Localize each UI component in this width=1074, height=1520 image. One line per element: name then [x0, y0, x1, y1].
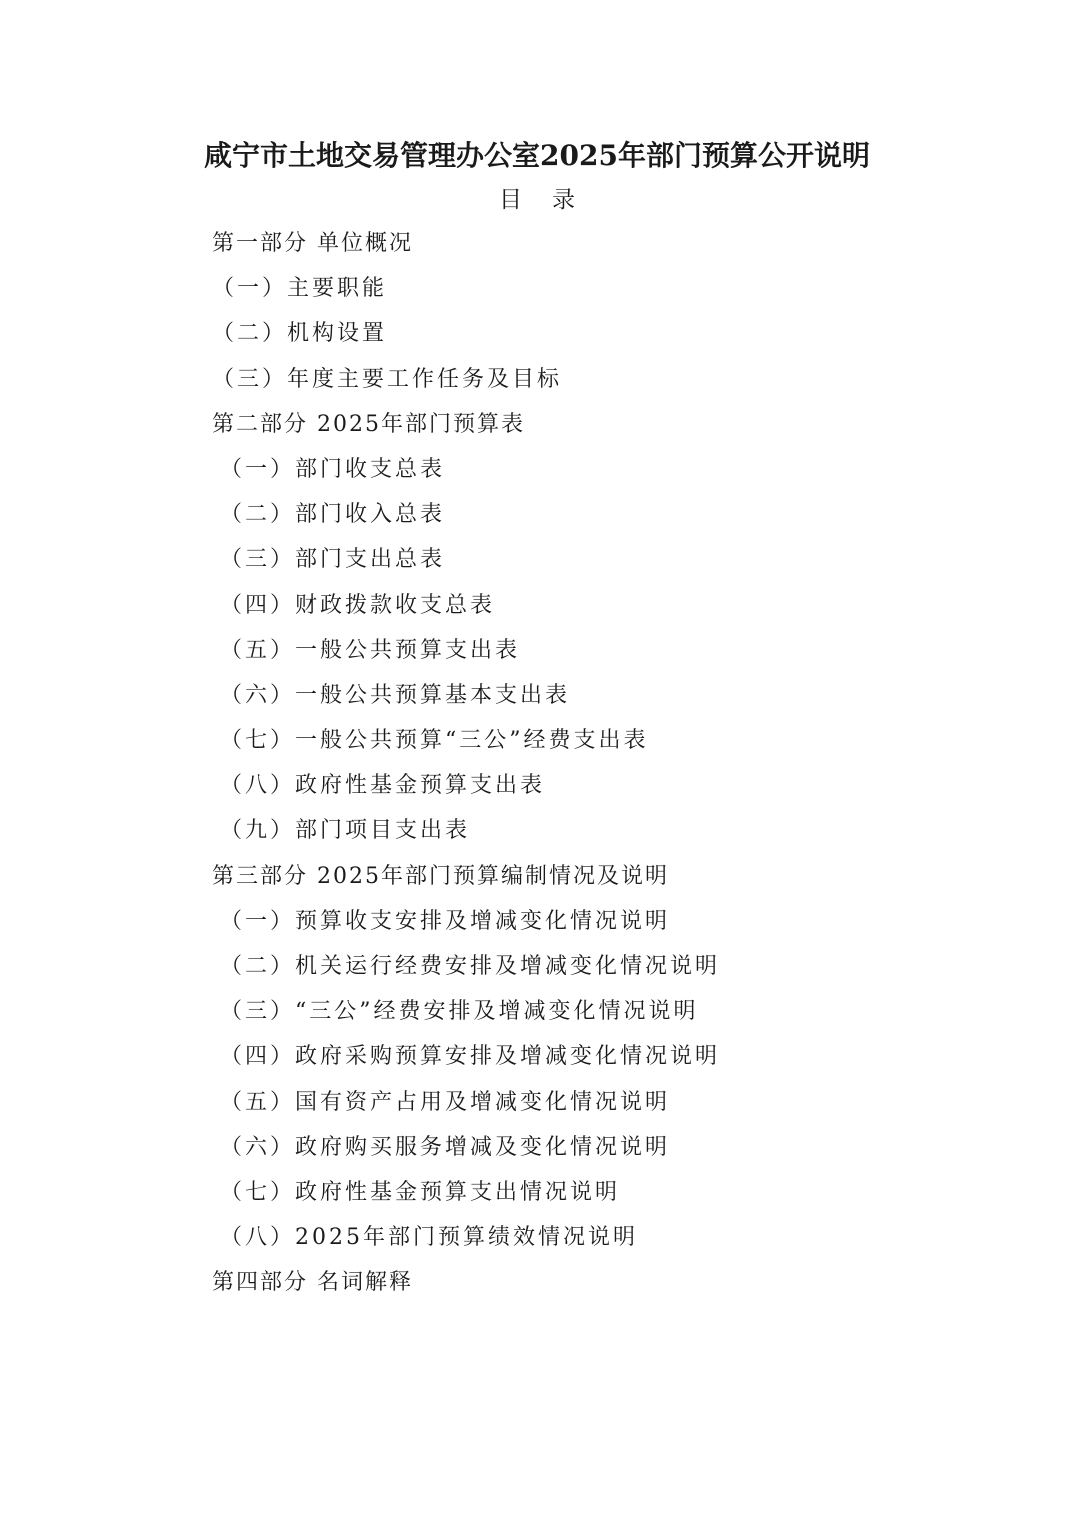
toc-entry: （八）政府性基金预算支出表 — [220, 773, 546, 799]
toc-entry: （二）部门收入总表 — [220, 502, 446, 528]
toc-entry: （一）预算收支安排及增减变化情况说明 — [220, 908, 671, 934]
toc-heading-right: 录 — [552, 187, 575, 213]
toc-heading — [0, 184, 1074, 216]
toc-entry: （四）政府采购预算安排及增减变化情况说明 — [220, 1044, 721, 1070]
toc-heading-left: 目 — [499, 187, 522, 213]
toc-entry: （七）政府性基金预算支出情况说明 — [220, 1179, 621, 1205]
toc-part-heading: 第四部分 名词解释 — [212, 1270, 413, 1296]
toc-entry: （二）机关运行经费安排及增减变化情况说明 — [220, 954, 721, 979]
toc-entry: （七）一般公共预算“三公”经费支出表 — [220, 728, 649, 754]
toc-entry: （八）2025年部门预算绩效情况说明 — [220, 1225, 638, 1251]
toc-entry: （二）机构设置 — [212, 321, 388, 347]
toc-entry: （三）“三公”经费安排及增减变化情况说明 — [220, 999, 699, 1025]
toc-entry: （四）财政拨款收支总表 — [220, 592, 496, 618]
toc-entry: （九）部门项目支出表 — [220, 818, 471, 844]
toc-entry: （六）政府购买服务增减及变化情况说明 — [220, 1134, 671, 1160]
toc-part-heading: 第二部分 2025年部门预算表 — [212, 411, 525, 437]
table-of-contents — [212, 227, 972, 1312]
document-title: 咸宁市土地交易管理办公室2025年部门预算公开说明 — [204, 139, 870, 172]
toc-entry: （六）一般公共预算基本支出表 — [220, 682, 571, 708]
toc-entry: （一）主要职能 — [212, 276, 388, 302]
toc-entry: （三）年度主要工作任务及目标 — [212, 366, 563, 392]
toc-entry: （五）一般公共预算支出表 — [220, 637, 521, 663]
toc-part-heading: 第三部分 2025年部门预算编制情况及说明 — [212, 863, 669, 889]
toc-entry: （一）部门收支总表 — [220, 456, 446, 482]
toc-entry: （三）部门支出总表 — [220, 547, 446, 573]
toc-part-heading: 第一部分 单位概况 — [212, 231, 413, 256]
toc-entry: （五）国有资产占用及增减变化情况说明 — [220, 1089, 671, 1115]
